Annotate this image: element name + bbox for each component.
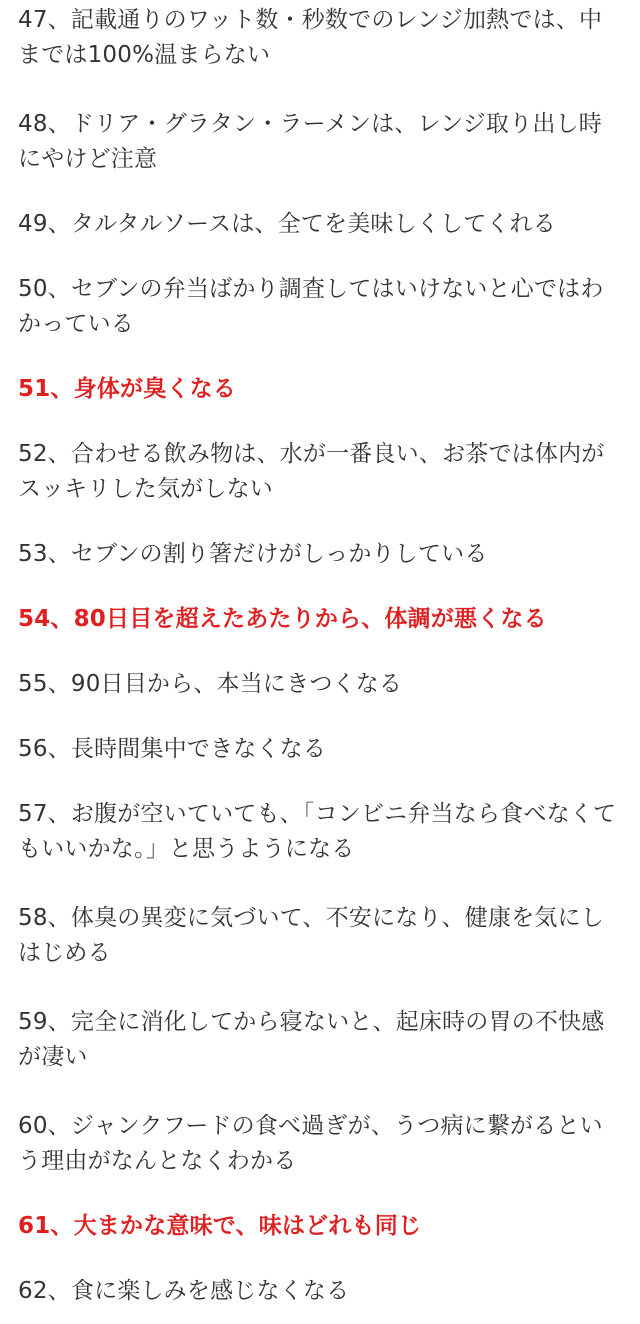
list-item-53: 53、セブンの割り箸だけがしっかりしている (18, 541, 488, 567)
list-item-47: 47、記載通りのワット数・秒数でのレンジ加熱では、中までは100%温まらない (18, 7, 603, 68)
article-list (0, 3, 640, 1309)
list-item-50: 50、セブンの弁当ばかり調査してはいけないと心ではわかっている (18, 276, 604, 337)
list-item-61: 61、大まかな意味で、味はどれも同じ (18, 1213, 422, 1239)
list-item-48: 48、ドリア・グラタン・ラーメンは、レンジ取り出し時にやけど注意 (18, 111, 602, 172)
list-item-55: 55、90日目から、本当にきつくなる (18, 671, 403, 697)
list-item-52: 52、合わせる飲み物は、水が一番良い、お茶では体内がスッキリした気がしない (18, 441, 605, 502)
list-item-62: 62、食に楽しみを感じなくなる (18, 1278, 350, 1304)
list-item-56: 56、長時間集中できなくなる (18, 736, 327, 762)
list-item-57: 57、お腹が空いていても、「コンビニ弁当なら食べなくてもいいかな。」と思うようになる (18, 801, 617, 862)
list-item-54: 54、80日目を超えたあたりから、体調が悪くなる (18, 606, 547, 632)
list-item-49: 49、タルタルソースは、全てを美味しくしてくれる (18, 211, 556, 237)
list-item-51: 51、身体が臭くなる (18, 376, 237, 402)
list-item-58: 58、体臭の異変に気づいて、不安になり、健康を気にしはじめる (18, 905, 605, 966)
list-item-59: 59、完全に消化してから寝ないと、起床時の胃の不快感が凄い (18, 1009, 605, 1070)
list-item-60: 60、ジャンクフードの食べ過ぎが、うつ病に繋がるという理由がなんとなくわかる (18, 1113, 603, 1174)
